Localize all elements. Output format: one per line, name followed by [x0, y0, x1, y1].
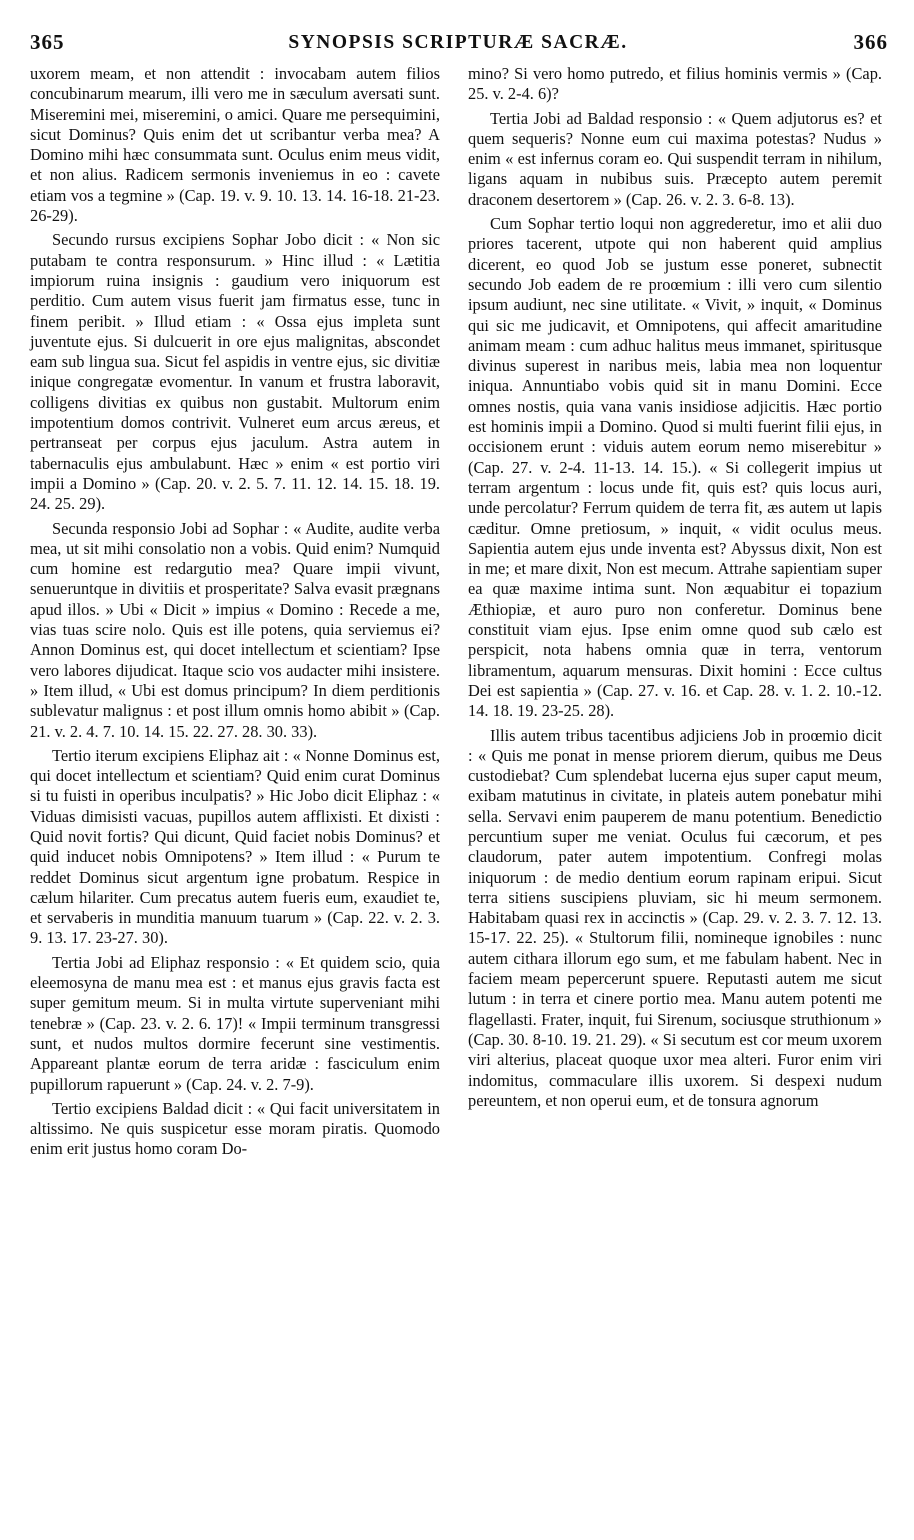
- paragraph: Secundo rursus excipiens Sophar Jobo dicit : « Non sic putabam te contra responsurum. » Hinc illud : « Lætitia impiorum ruina insignis : gaudium vero iniquorum est perditio. Cum autem visus fuerit jam firmatus esse, tunc in finem peribit. » Illud etiam : « Ossa ejus impleta sunt juventute ejus. Si dulcuerit in ore ejus malignitas, abscondet eam sub lingua sua. Sicut fel aspidis in ventre ejus, sic divitiæ inique congregatæ evomentur. In vanum et frustra laboravit, colligens divitias ex quibus non gustabit. Multorum enim impotentium domos contrivit. Vulneret eum arcus æreus, et pertranseat per corpus ejus jaculum. Astra autem in tabernaculis ejus ambulabunt. Hæc » enim « est portio viri impii a Domino » (Cap. 20. v. 2. 5. 7. 11. 12. 14. 15. 18. 19. 24. 25. 29).: [30, 230, 440, 514]
- running-title: SYNOPSIS SCRIPTURÆ SACRÆ.: [288, 32, 628, 53]
- paragraph: Cum Sophar tertio loqui non aggrederetur, imo et alii duo priores tacerent, utpote qui non haberent quid amplius dicerent, eo quod Job se justum esse poneret, subnectit secundo Job eadem de re proœmium : illi vero cum silentio ipsum audiunt, nec sine utilitate. « Vivit, » inquit, « Dominus qui sic me judicavit, et Omnipotens, qui affecit amaritudine animam meam : cum adhuc halitus meus immanet, spiritusque divinus superest in naribus meis, labia mea non loquentur iniqua. Annuntiabo vobis quid sit in manu Domini. Ecce omnes nostis, quia vana vanis insidiose adjicitis. Hæc portio est hominis impii a Domino. Quod si multi fuerint filii ejus, in occisionem erunt : viduis autem eorum nemo miserebitur » (Cap. 27. v. 2-4. 11-13. 14. 15.). « Si collegerit impius ut terram argentum : locus unde fit, quis est? quis locus auri, unde percolatur? Ferrum quidem de terra fit, æs autem ut lapis cæditur. Omne pretiosum, » inquit, « vidit oculus meus. Sapientia autem ejus unde inventa est? Abyssus dixit, Non est in me; et mare dixit, Non est mecum. Attrahe sapientiam super ea quæ maxime intima sunt. Non æquabitur ei topazium Æthiopiæ, et auro puro non conferetur. Dominus bene constituit viam ejus. Ipse enim omne quod sub cælo est perspicit, nota habens omnia quæ in terra, ventorum libramentum, aquarum mensuras. Dixit homini : Ecce cultus Dei est sapientia » (Cap. 27. v. 16. et Cap. 28. v. 1. 2. 10.-12. 14. 18. 19. 23-25. 28).: [468, 214, 882, 721]
- right-column: [468, 64, 882, 1111]
- paragraph: Tertia Jobi ad Baldad responsio : « Quem adjutorus es? et quem sequeris? Nonne eum cui maxima potestas? Nudus » enim « est infernus coram eo. Qui suspendit terram in nihilum, ligans aquam in nubibus suis. Præcepto autem peremit draconem desertorem » (Cap. 26. v. 2. 3. 6-8. 13).: [468, 108, 882, 209]
- paragraph: mino? Si vero homo putredo, et filius hominis vermis » (Cap. 25. v. 2-4. 6)?: [468, 64, 882, 104]
- running-header: [28, 30, 888, 64]
- paragraph: Secunda responsio Jobi ad Sophar : « Audite, audite verba mea, ut sit mihi consolatio non a vobis. Quid enim? Numquid cum homine est redargutio mea? Quare impii vivunt, senueruntque in divitiis et prosperitate? Salva evasit prægnans apud illos. » Ubi « Dicit » impius « Domino : Recede a me, vias tuas scire nolo. Quis est ille potens, quia serviemus ei? Annon Dominus est, qui docet intellectum et scientiam? Ipse vero labores dijudicat. Itaque scio vos audacter mihi insistere. » Item illud, « Ubi est domus principum? In diem perditionis sublevatur malignus : et post illum omnis homo abibit » (Cap. 21. v. 2. 4. 7. 10. 14. 15. 22. 27. 28. 30. 33).: [30, 518, 440, 741]
- paragraph: Tertio iterum excipiens Eliphaz ait : « Nonne Dominus est, qui docet intellectum et scientiam? Quid enim curat Dominus si tu fuisti in operibus inculpatis? » Hic Jobo dicit Eliphaz : « Viduas dimisisti vacuas, pupillos autem afflixisti. Et dixisti : Quid novit fortis? Qui dicunt, Quid faciet nobis Dominus? et quid inducet nobis Omnipotens? » Item illud : « Purum te reddet Dominus sicut argentum igne probatum. Respice in cælum hilariter. Cum precatus autem fueris eum, exaudiet te, et servaberis in munditia manuum tuarum » (Cap. 22. v. 2. 3. 9. 13. 17. 23-27. 30).: [30, 745, 440, 948]
- page-number-left: 365: [30, 30, 65, 54]
- paragraph: Illis autem tribus tacentibus adjiciens Job in proœmio dicit : « Quis me ponat in mense priorem dierum, quibus me Deus custodiebat? Cum splendebat lucerna ejus super caput meum, exibam matutinus in civitate, in plateis autem ponebatur mihi sella. Servavi enim pauperem de manu potentium. Benedictio percuntium super me veniat. Oculus fui cæcorum, et pes claudorum, pater autem impotentium. Confregi molas iniquorum : de medio dentium eorum rapinam eripui. Sicut terra sitiens suscipiens pluviam, sic hi meum sermonem. Habitabam quasi rex in accinctis » (Cap. 29. v. 2. 3. 7. 12. 13. 15-17. 22. 25). « Stultorum filii, nomineque ignobiles : nunc autem cithara illorum ego sum, et me fabulam habent. Nec in faciem meam pepercerunt spuere. Reputasti autem me sicut lutum : in terra et cinere portio mea. Manu autem potenti me flagellasti. Frater, inquit, fui Sirenum, sociusque struthionum » (Cap. 30. 8-10. 19. 21. 29). « Si secutum est cor meum uxorem viri alterius, placeat quoque uxor mea alteri. Furor enim viri indomitus, commaculare illis uxorem. Si despexi nudum pereuntem, et non operui eum, et de tonsura agnorum: [468, 725, 882, 1110]
- page-number-right: 366: [853, 30, 888, 54]
- column-gutter: [455, 66, 456, 1486]
- paragraph: Tertia Jobi ad Eliphaz responsio : « Et quidem scio, quia eleemosyna de manu mea est : et manus ejus gravis facta est super gemitum meum. Si in multa virtute superveniant mihi tenebræ » (Cap. 23. v. 2. 6. 17)! « Impii terminum transgressi sunt, et nudos multos dormire fecerunt sine vestimentis. Appareant plantæ eorum de terra aridæ : fasciculum enim pupillorum rapuerunt » (Cap. 24. v. 2. 7-9).: [30, 952, 440, 1094]
- paragraph: uxorem meam, et non attendit : invocabam autem filios concubinarum mearum, illi vero me in sæculum aversati sunt. Miseremini mei, miseremini, o amici. Quare me persequimini, sicut Dominus? Quis enim det ut scribantur verba mea? A Domino mihi hæc consummata sunt. Oculus enim meus vidit, et non alius. Radicem sermonis inveniemus in eo : cavete etiam vos a tegmine » (Cap. 19. v. 9. 10. 13. 14. 16-18. 21-23. 26-29).: [30, 64, 440, 226]
- paragraph: Tertio excipiens Baldad dicit : « Qui facit universitatem in altissimo. Ne quis suspicetur esse moram piratis. Quomodo enim erit justus homo coram Do-: [30, 1098, 440, 1159]
- left-column: [30, 64, 440, 1160]
